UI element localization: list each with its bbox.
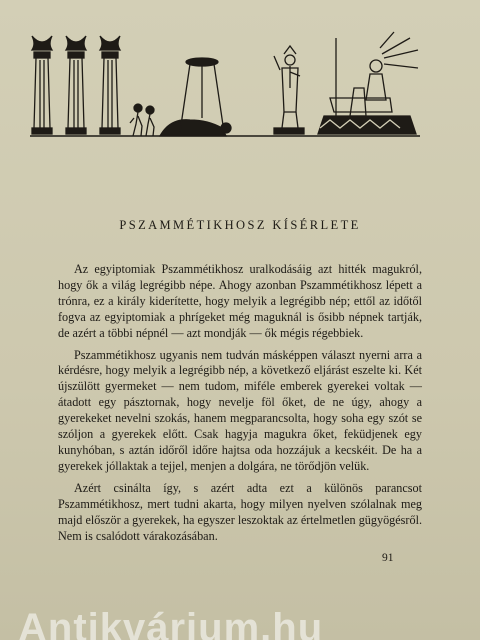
egyptian-vignette-illustration (30, 28, 420, 143)
paragraph-3: Azért csinálta így, s azért adta ezt a különös parancsot Pszammétikhosz, mert tudni akarta, hogy milyen nyelven szólalnak meg majd először a gyerekek, ha egyszer leszoktak az értelmetlen gügyögésről. Nem is csalódott várakozásában. (58, 480, 422, 543)
children-figures (130, 104, 154, 136)
lotus-column-2 (66, 36, 86, 134)
paragraph-1: Az egyiptomiak Pszammétikhosz uralkodásáig azt hitték magukról, hogy ők a világ legrégibb népe. Ahogy azonban Pszammétikhosz lépett a trónra, ez a király kiderítette, hogy melyik a legrégibb nép; ettől az időtől fogva az egyiptomiak a phrígeket még maguknál is ősibb népnek tartják, de azért a többi népnél — azt mondják — ők mégis régebbiek. (58, 262, 422, 340)
lotus-column-3 (100, 36, 120, 134)
standing-pharaoh-figure (274, 46, 304, 134)
kneeling-figure (160, 120, 231, 136)
watermark (0, 604, 480, 640)
chapter-title: PSZAMMÉTIKHOSZ KÍSÉRLETE (119, 218, 361, 232)
seated-deity-figure (318, 32, 418, 134)
watermark-text: Antikvárium.hu (18, 606, 324, 640)
page-number: 91 (382, 552, 394, 564)
lotus-column-1 (32, 36, 52, 134)
paragraph-2: Pszammétikhosz ugyanis nem tudván másképpen választ nyerni arra a kérdésre, hogy melyik a legrégibb nép, a következő eljárást eszelte ki. Két újszülött gyermeket — nem tudom, miféle emberek gyerekei voltak — átadott egy pásztornak, hogy nevelje föl őket, de ne úgy, ahogy a gyerekeket nevelni szokás, hanem megparancsolta, hogy soha egy szót se szóljon a gyerekek előtt. Csak hagyja magukra őket, feküdjenek egy kunyhóban, s aztán időről időre hajtsa oda hozzájuk a kecskéit. De ha a gyerekek jóllaktak a tejjel, menjen a dolgára, ne törődjön velük. (58, 347, 422, 473)
chapter-body (58, 262, 422, 550)
